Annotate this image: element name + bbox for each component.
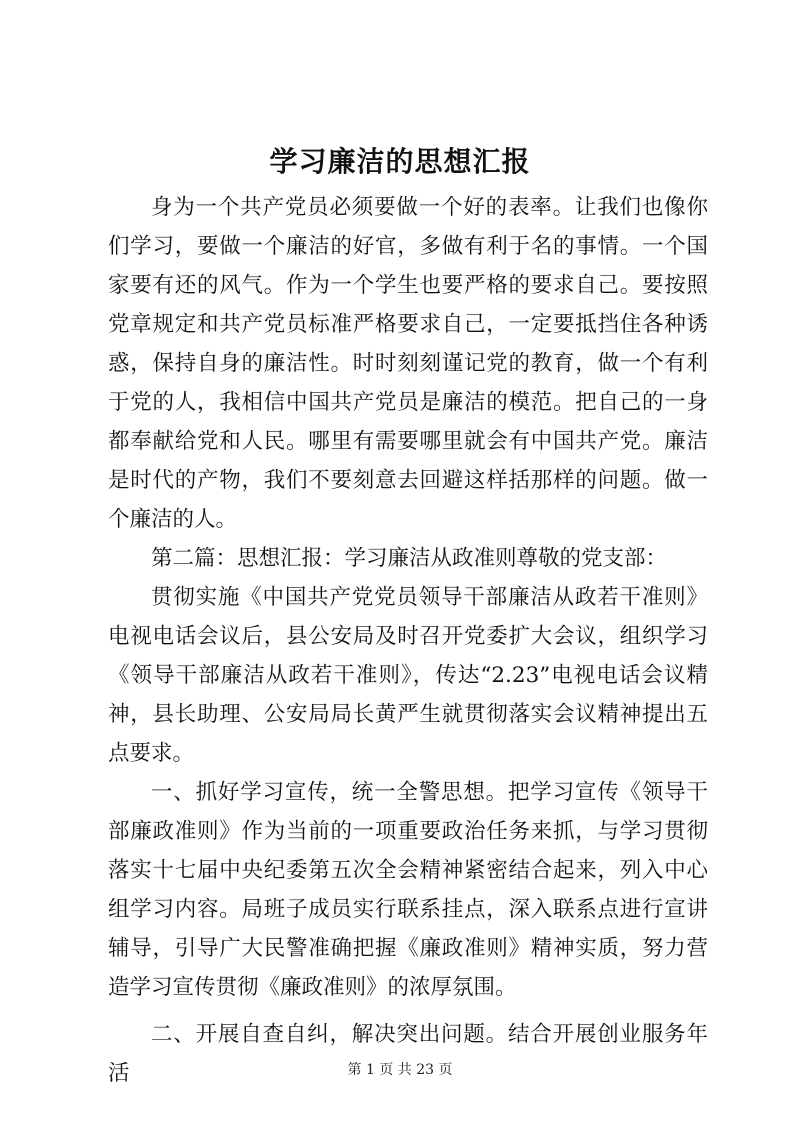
paragraph-4: 一、抓好学习宣传，统一全警思想。把学习宣传《领导干部廉政准则》作为当前的一项重要政治任务来抓，与学习贯彻落实十七届中央纪委第五次全会精神紧密结合起来，列入中心组学习内容。局班子成员实行联系挂点，深入联系点进行宣讲辅导，引导广大民警准确把握《廉政准则》精神实质，努力营造学习宣传贯彻《廉政准则》的浓厚氛围。: [108, 780, 708, 1000]
paragraph-3: 贯彻实施《中国共产党党员领导干部廉洁从政若干准则》电视电话会议后，县公安局及时召开党委扩大会议，组织学习《领导干部廉洁从政若干准则》，传达“2.23”电视电话会议精神，县长助理、公安局局长黄严生就贯彻落实会议精神提出五点要求。: [108, 585, 708, 766]
document-body: [108, 188, 708, 1093]
paragraph-2: 第二篇：思想汇报：学习廉洁从政准则尊敬的党支部：: [151, 546, 668, 571]
document-title: 学习廉洁的思想汇报: [269, 145, 531, 178]
paragraph-1: 身为一个共产党员必须要做一个好的表率。让我们也像你们学习，要做一个廉洁的好官，多做有利于名的事情。一个国家要有还的风气。作为一个学生也要严格的要求自己。要按照党章规定和共产党员标准严格要求自己，一定要抵挡住各种诱惑，保持自身的廉洁性。时时刻刻谨记党的教育，做一个有利于党的人，我相信中国共产党员是廉洁的模范。把自己的一身都奉献给党和人民。哪里有需要哪里就会有中国共产党。廉洁是时代的产物，我们不要刻意去回避这样括那样的问题。做一个廉洁的人。: [108, 195, 708, 532]
page-number-footer: 第 1 页 共 23 页: [347, 1062, 453, 1078]
paragraph-5: 二、开展自查自纠，解决突出问题。结合开展创业服务年活: [108, 1022, 708, 1086]
